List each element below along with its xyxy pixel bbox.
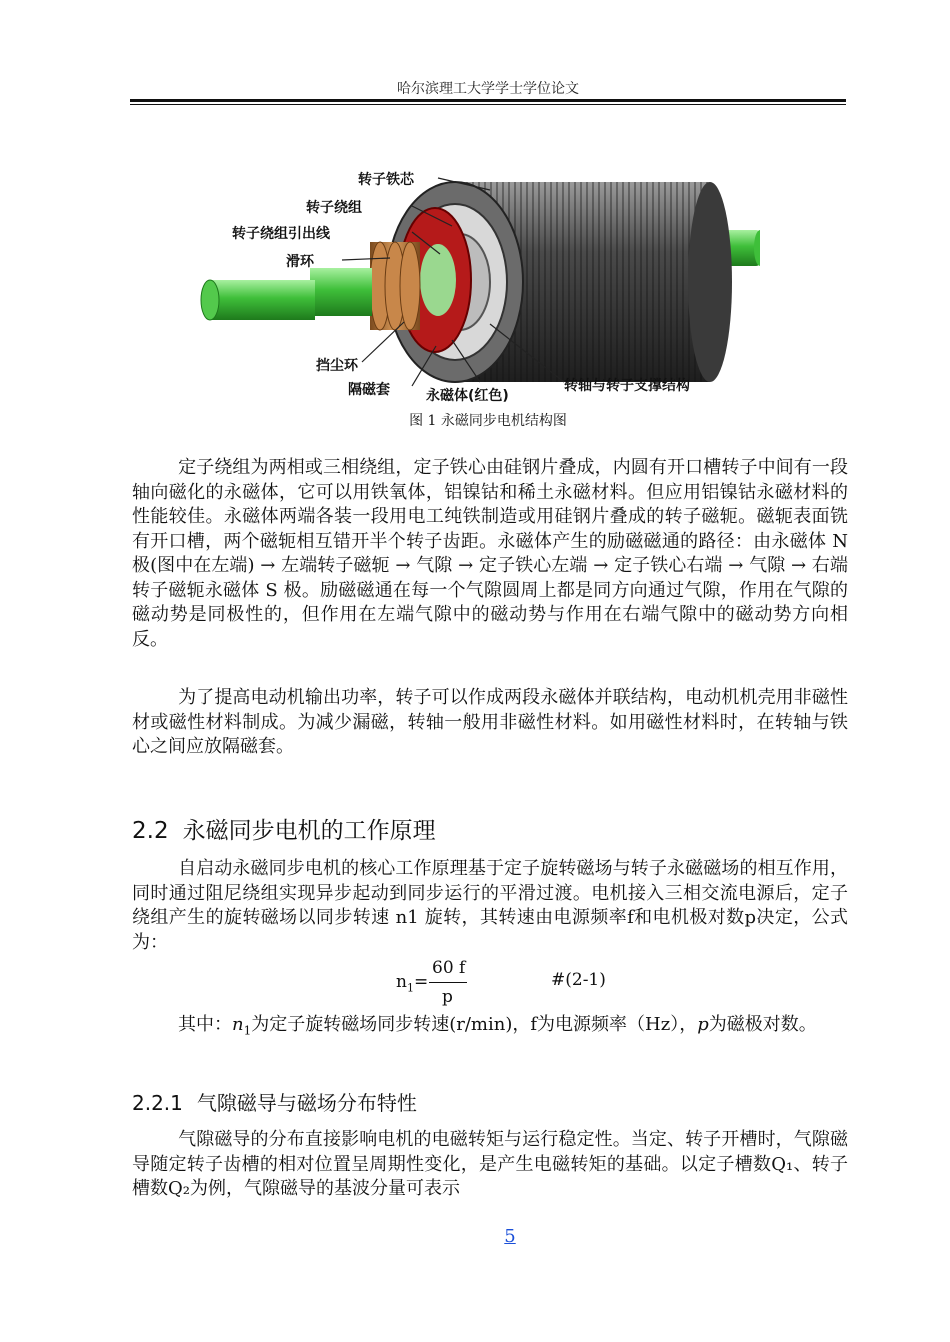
paragraph-2-text: 为了提高电动机输出功率，转子可以作成两段永磁体并联结构，电动机机壳用非磁性材或磁性材料制成。为减少漏磁，转轴一般用非磁性材料。如用磁性材料时，在转轴与铁心之间应放隔磁套。 <box>132 687 848 757</box>
label-rotor-winding: 转子绕组 <box>306 200 362 216</box>
label-shaft-support: 转轴与转子支撑结构 <box>564 378 690 394</box>
section-number: 2.2 <box>132 818 169 844</box>
paragraph-5-text: 气隙磁导的分布直接影响电机的电磁转矩与运行稳定性。当定、转子开槽时，气隙磁导随定转子齿槽的相对位置呈周期性变化，是产生电磁转矩的基础。以定子槽数Q₁、转子槽数Q₂为例，气隙磁导的基波分量可表示 <box>132 1129 848 1199</box>
paragraph-1 <box>132 456 848 652</box>
paragraph-5 <box>132 1128 848 1202</box>
figure-caption: 图 1 永磁同步电机结构图 <box>409 413 567 429</box>
label-slip-ring: 滑环 <box>286 254 314 270</box>
paragraph-1-text: 定子绕组为两相或三相绕组，定子铁心由硅钢片叠成，内圆有开口槽转子中间有一段轴向磁化的永磁体，它可以用铁氧体，铝镍钴和稀土永磁材料。但应用铝镍钴永磁材料的性能较佳。永磁体两端各装一段用电工纯铁制造或用硅钢片叠成的转子磁轭。磁轭表面铣有开口槽，两个磁轭相互错开半个转子齿距。永磁体产生的励磁磁通的路径：由永磁体 N 极(图中在左端) → 左端转子磁轭 → 气隙 → 定子铁心左端 → 定子铁心右端 → 气隙 → 右端转子磁轭永磁体 S 极。励磁磁通在每一个气隙圆周上都是同方向通过气隙，作用在气隙的磁动势是同极性的，但作用在左端气隙中的磁动势与作用在右端气隙中的磁动势方向相反。 <box>132 457 848 650</box>
paragraph-2 <box>132 686 848 760</box>
page-number[interactable]: 5 <box>504 1226 516 1247</box>
left-shaft <box>210 280 315 320</box>
label-sleeve: 隔磁套 <box>348 382 390 398</box>
formula-lhs: $n_1=$ <box>396 972 429 995</box>
paragraph-3 <box>132 857 848 955</box>
paragraph-3-text: 自启动永磁同步电机的核心工作原理基于定子旋转磁场与转子永磁磁场的相互作用，同时通过阻尼绕组实现异步起动到同步运行的平滑过渡。电机接入三相交流电源后，定子绕组产生的旋转磁场以同步转速 n1 旋转，其转速由电源频率f和电机极对数p决定，公式为： <box>132 858 848 953</box>
formula-fraction-bar <box>429 982 467 983</box>
subsection-title: 气隙磁导与磁场分布特性 <box>196 1091 417 1115</box>
left-shaft-step <box>310 268 372 316</box>
left-shaft-end <box>201 280 219 320</box>
formula-denominator: p <box>442 987 453 1007</box>
subsection-number: 2.2.1 <box>132 1091 183 1115</box>
formula-numerator: 60 f <box>432 958 466 978</box>
section-title: 永磁同步电机的工作原理 <box>182 818 436 844</box>
label-dust-ring: 挡尘环 <box>316 358 358 374</box>
label-magnet: 永磁体(红色) <box>426 388 509 404</box>
formula-tag: #(2-1) <box>551 970 606 990</box>
section-heading-2-2 <box>132 812 436 845</box>
label-rotor-lead: 转子绕组引出线 <box>232 226 330 242</box>
formula-2-1 <box>396 960 656 1010</box>
header-rule-thick <box>130 99 846 102</box>
paragraph-4: 其中：$n_1$为定子旋转磁场同步转速(r/min)，f为电源频率（Hz），p为磁极对数。 <box>178 1014 817 1038</box>
rotor-core-end <box>688 182 732 382</box>
section-heading-2-2-1 <box>132 1087 417 1116</box>
header-rule-thin <box>130 104 846 105</box>
magnet-ring-hole <box>420 244 456 316</box>
motor-structure-figure <box>190 150 760 410</box>
label-rotor-core: 转子铁芯 <box>358 172 414 188</box>
slip-ring-3 <box>400 242 420 330</box>
page-header: 哈尔滨理工大学学士学位论文 <box>397 81 579 97</box>
